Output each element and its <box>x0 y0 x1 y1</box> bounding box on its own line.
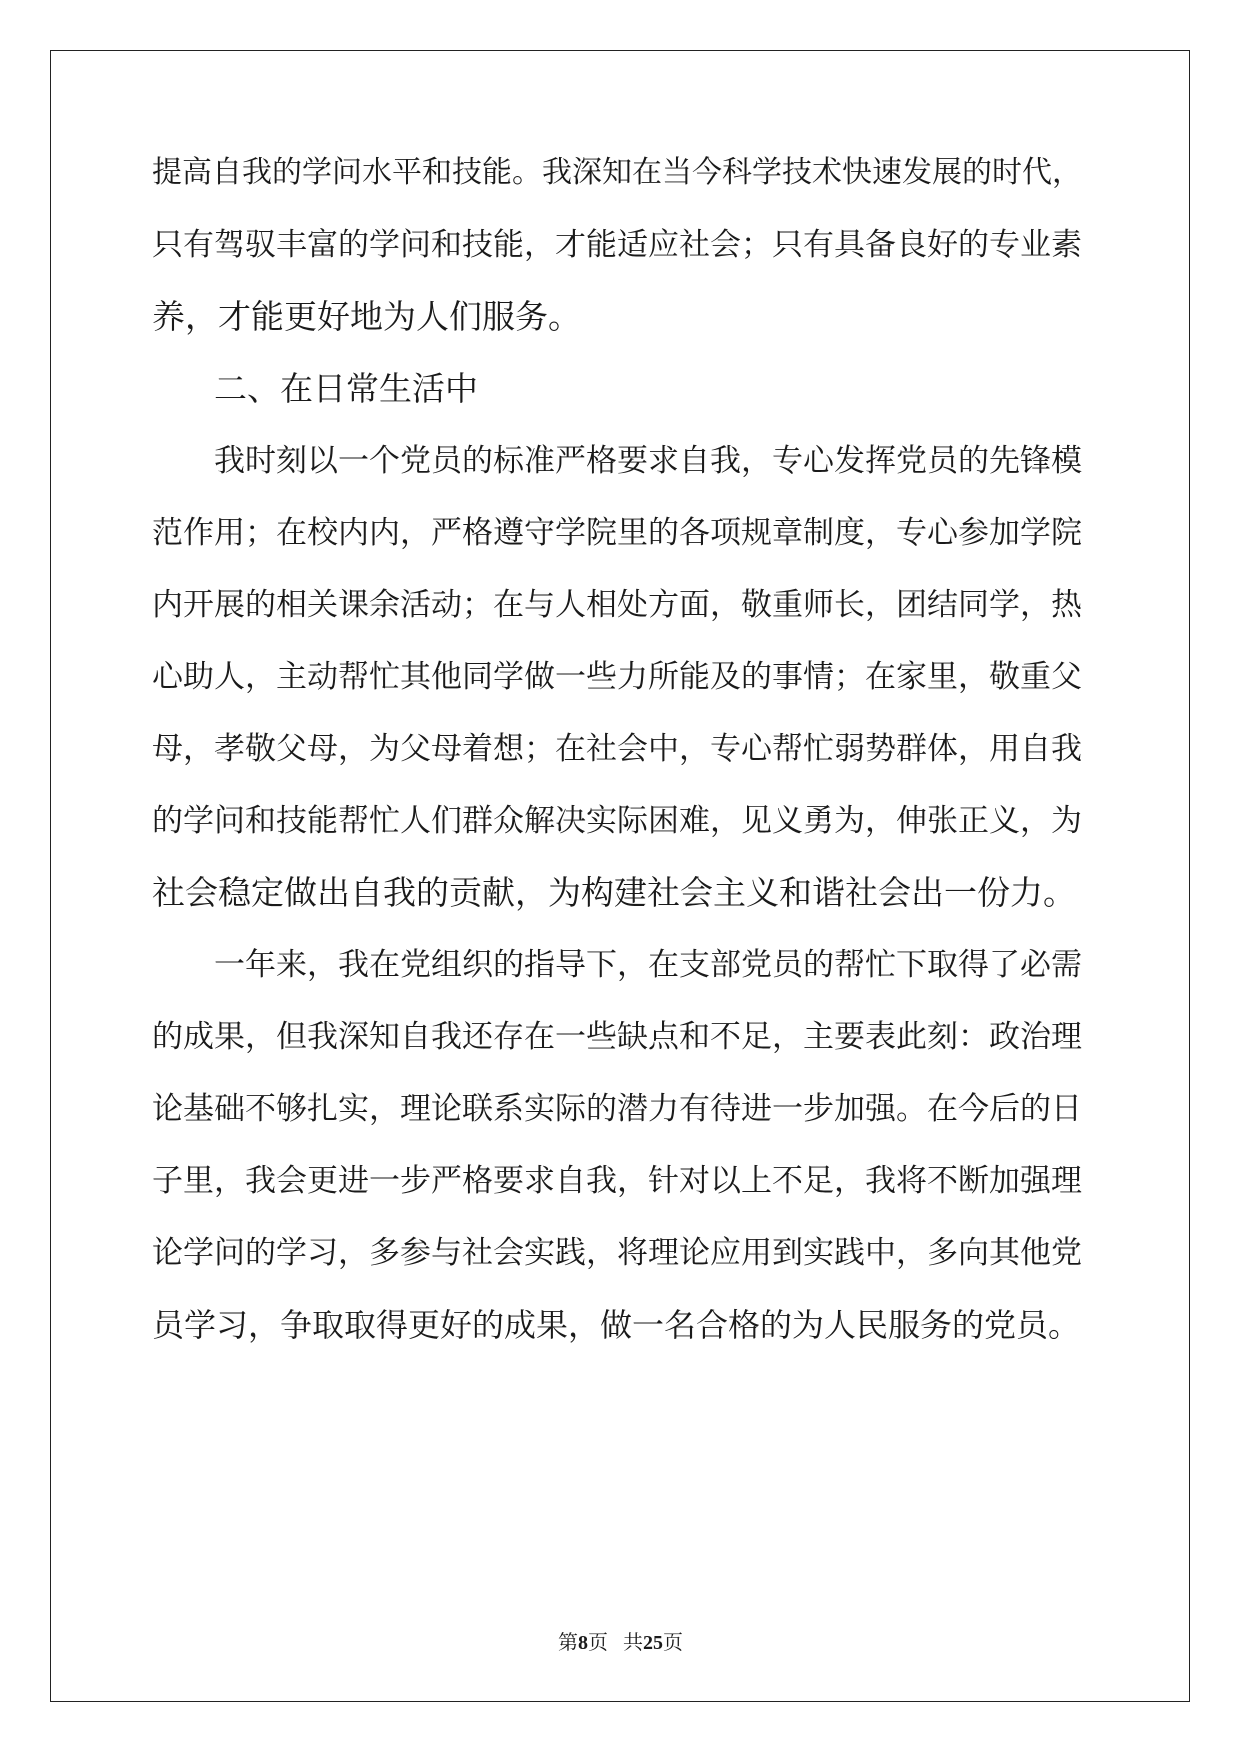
paragraph-line: 员学习，争取取得更好的成果，做一名合格的为人民服务的党员。 <box>152 1306 1081 1344</box>
footer-page-number: 8 <box>578 1632 588 1654</box>
paragraph-line: 我时刻以一个党员的标准严格要求自我，专心发挥党员的先锋模 <box>214 443 1082 479</box>
paragraph-line: 母，孝敬父母，为父母着想；在社会中，专心帮忙弱势群体，用自我 <box>152 731 1082 767</box>
paragraph-line: 养，才能更好地为人们服务。 <box>152 297 581 336</box>
footer-total-suffix: 页 <box>663 1632 683 1654</box>
section-heading: 二、在日常生活中 <box>214 369 478 408</box>
paragraph-line: 只有驾驭丰富的学问和技能，才能适应社会；只有具备良好的专业素 <box>152 227 1082 263</box>
paragraph-line: 的学问和技能帮忙人们群众解决实际困难，见义勇为，伸张正义，为 <box>152 803 1082 839</box>
page-footer <box>0 1626 1241 1655</box>
paragraph-line: 提高自我的学问水平和技能。我深知在当今科学技术快速发展的时代， <box>152 155 1082 190</box>
paragraph-line: 社会稳定做出自我的贡献，为构建社会主义和谐社会出一份力。 <box>152 873 1076 912</box>
footer-page-prefix: 第 <box>558 1632 578 1654</box>
footer-total-prefix: 共 <box>623 1632 643 1654</box>
paragraph-line: 的成果，但我深知自我还存在一些缺点和不足，主要表此刻：政治理 <box>152 1019 1082 1055</box>
paragraph-line: 子里，我会更进一步严格要求自我，针对以上不足，我将不断加强理 <box>152 1163 1082 1199</box>
paragraph-line: 内开展的相关课余活动；在与人相处方面，敬重师长，团结同学，热 <box>152 587 1082 623</box>
paragraph-line: 一年来，我在党组织的指导下，在支部党员的帮忙下取得了必需 <box>214 947 1082 983</box>
paragraph-line: 范作用；在校内内，严格遵守学院里的各项规章制度，专心参加学院 <box>152 515 1082 551</box>
footer-page-suffix: 页 <box>588 1632 608 1654</box>
paragraph-line: 论基础不够扎实，理论联系实际的潜力有待进一步加强。在今后的日 <box>152 1091 1082 1127</box>
paragraph-line: 心助人，主动帮忙其他同学做一些力所能及的事情；在家里，敬重父 <box>152 659 1082 695</box>
paragraph-line: 论学问的学习，多参与社会实践，将理论应用到实践中，多向其他党 <box>152 1235 1082 1271</box>
footer-total-pages: 25 <box>643 1632 663 1654</box>
